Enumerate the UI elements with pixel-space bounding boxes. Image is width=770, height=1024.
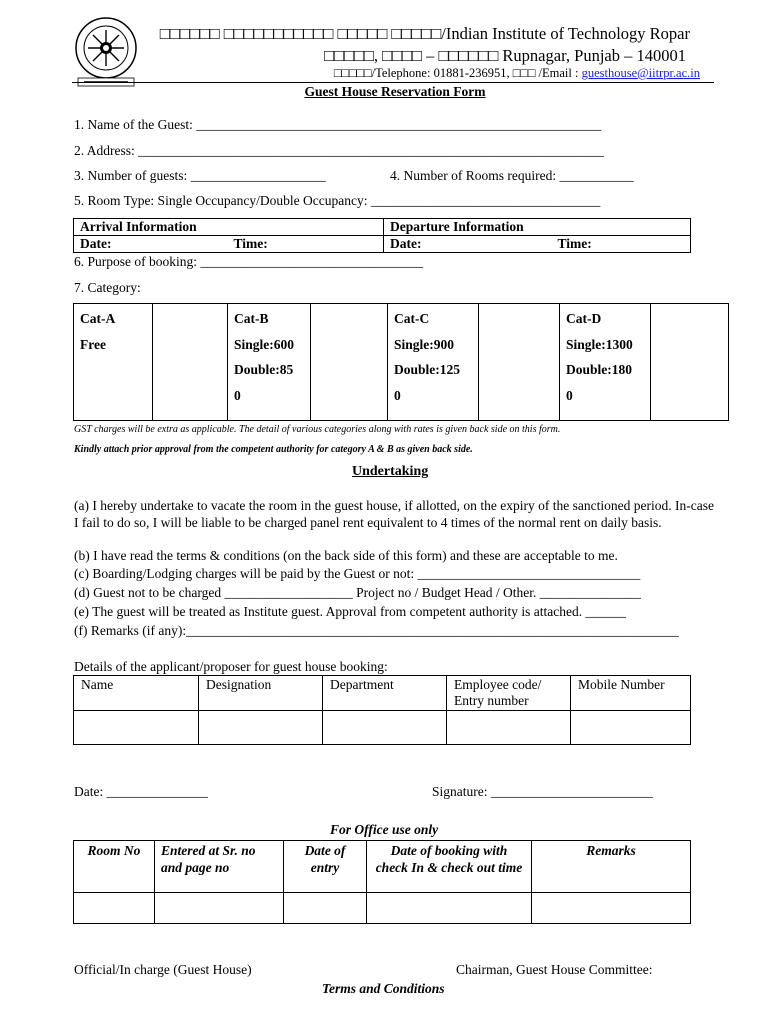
cat-d-line: Single:1300 xyxy=(566,336,633,352)
applicant-header-name: Name xyxy=(74,676,199,711)
guest-name-field[interactable]: 1. Name of the Guest: ____________________________________________________________ xyxy=(74,117,602,132)
office-date-of-entry-input[interactable] xyxy=(284,893,367,924)
signature-field[interactable]: Signature: ________________________ xyxy=(432,784,653,799)
cat-b-line: 0 xyxy=(234,387,241,403)
office-booking-date-input[interactable] xyxy=(367,893,532,924)
cat-c-checkbox[interactable] xyxy=(479,304,560,421)
undertaking-d[interactable]: (d) Guest not to be charged ___________________ Project no / Budget Head / Other. _______________ xyxy=(74,585,642,600)
num-guests-field[interactable]: 3. Number of guests: ____________________ xyxy=(74,168,326,183)
cat-b-checkbox[interactable] xyxy=(311,304,388,421)
applicant-header-designation: Designation xyxy=(199,676,323,711)
office-header-booking-date: Date of booking with check In & check out time xyxy=(367,841,532,893)
applicant-header-department: Department xyxy=(323,676,447,711)
office-use-table xyxy=(73,840,691,924)
gst-note: GST charges will be extra as applicable. The detail of various categories along with rates is given back side on this form. xyxy=(74,424,561,435)
applicant-name-input[interactable] xyxy=(74,711,199,745)
header-line-1: □□□□□□ □□□□□□□□□□□ □□□□□ □□□□□/Indian Institute of Technology Ropar xyxy=(159,24,690,43)
cat-b-name: Cat-B xyxy=(234,311,269,326)
departure-header: Departure Information xyxy=(384,219,691,236)
cat-a-checkbox[interactable] xyxy=(153,304,228,421)
applicant-caption: Details of the applicant/proposer for guest house booking: xyxy=(74,659,388,674)
applicant-header-employee-code: Employee code/ Entry number xyxy=(447,676,571,711)
applicant-mobile-input[interactable] xyxy=(571,711,691,745)
form-title: Guest House Reservation Form xyxy=(304,84,486,99)
cat-d-name: Cat-D xyxy=(566,311,602,326)
office-room-no-input[interactable] xyxy=(74,893,155,924)
undertaking-e[interactable]: (e) The guest will be treated as Institute guest. Approval from competent authority is attached. ______ xyxy=(74,604,626,619)
address-field[interactable]: 2. Address: _____________________________________________________________________ xyxy=(74,143,604,158)
email-link[interactable]: guesthouse@iitrpr.ac.in xyxy=(581,66,700,80)
office-header-entered-at: Entered at Sr. no and page no xyxy=(155,841,284,893)
applicant-designation-input[interactable] xyxy=(199,711,323,745)
arrival-date-label: Date: xyxy=(80,236,112,251)
cat-b-line: Double:85 xyxy=(234,362,294,377)
applicant-table xyxy=(73,675,691,745)
office-remarks-input[interactable] xyxy=(532,893,691,924)
undertaking-f[interactable]: (f) Remarks (if any):_________________________________________________________________________ xyxy=(74,623,679,638)
category-table xyxy=(73,303,729,421)
arrival-header: Arrival Information xyxy=(74,219,384,236)
office-header-date-of-entry: Date of entry xyxy=(284,841,367,893)
header-contact: □□□□□/Telephone: 01881-236951, □□□ /Email : guesthouse@iitrpr.ac.in xyxy=(333,66,700,80)
purpose-field[interactable]: 6. Purpose of booking: _________________________________ xyxy=(74,254,424,269)
cat-c-line: Single:900 xyxy=(394,336,455,352)
undertaking-c[interactable]: (c) Boarding/Lodging charges will be paid by the Guest or not: _________________________________ xyxy=(74,566,641,581)
num-rooms-field[interactable]: 4. Number of Rooms required: ___________ xyxy=(390,168,634,183)
approval-note: Kindly attach prior approval from the competent authority for category A & B as given back side. xyxy=(74,444,473,455)
office-use-title: For Office use only xyxy=(330,822,439,837)
undertaking-b: (b) I have read the terms & conditions (on the back side of this form) and these are acceptable to me. xyxy=(74,548,618,563)
header-divider xyxy=(72,82,714,83)
cat-c-name: Cat-C xyxy=(394,311,430,326)
departure-datetime-cell[interactable] xyxy=(384,236,691,253)
cat-c-line: 0 xyxy=(394,387,401,403)
cat-b-line: Single:600 xyxy=(234,336,295,352)
office-header-room-no: Room No xyxy=(74,841,155,893)
category-label: 7. Category: xyxy=(74,280,141,295)
room-type-field[interactable]: 5. Room Type: Single Occupancy/Double Occupancy: __________________________________ xyxy=(74,193,601,208)
arrival-time-label: Time: xyxy=(233,236,268,251)
applicant-employee-code-input[interactable] xyxy=(447,711,571,745)
cat-d-checkbox[interactable] xyxy=(651,304,729,421)
chairman-label: Chairman, Guest House Committee: xyxy=(456,962,653,977)
terms-title: Terms and Conditions xyxy=(322,981,445,996)
undertaking-title: Undertaking xyxy=(352,464,429,479)
cat-a-cell xyxy=(74,304,153,421)
arrival-departure-table xyxy=(73,218,691,253)
cat-d-line: 0 xyxy=(566,387,573,403)
cat-c-line: Double:125 xyxy=(394,362,461,377)
cat-d-line: Double:180 xyxy=(566,362,633,377)
institute-logo xyxy=(72,14,140,90)
departure-date-label: Date: xyxy=(390,236,422,251)
header-line-2: □□□□□, □□□□ – □□□□□□ Rupnagar, Punjab – 140001 xyxy=(324,46,686,65)
cat-d-cell xyxy=(560,304,651,421)
office-header-remarks: Remarks xyxy=(532,841,691,893)
departure-time-label: Time: xyxy=(557,236,592,251)
undertaking-a: (a) I hereby undertake to vacate the room in the guest house, if allotted, on the expiry of the sanctioned period. In-case I fail to do so, I will be liable to be charged panel rent equivalent to 4 times of the normal rent on daily basis. xyxy=(74,498,714,530)
applicant-header-mobile: Mobile Number xyxy=(571,676,691,711)
arrival-datetime-cell[interactable] xyxy=(74,236,384,253)
cat-b-cell xyxy=(228,304,311,421)
cat-a-line: Free xyxy=(80,336,106,352)
date-field[interactable]: Date: _______________ xyxy=(74,784,208,799)
office-entered-at-input[interactable] xyxy=(155,893,284,924)
official-incharge-label: Official/In charge (Guest House) xyxy=(74,962,252,977)
cat-c-cell xyxy=(388,304,479,421)
cat-a-name: Cat-A xyxy=(80,311,116,326)
applicant-department-input[interactable] xyxy=(323,711,447,745)
